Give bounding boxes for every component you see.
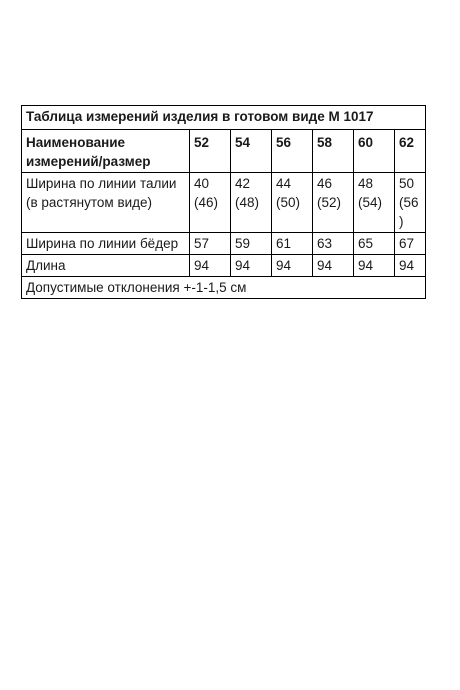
cell-value: 50 (56) [395, 173, 426, 233]
header-size-58: 58 [313, 130, 354, 173]
cell-value: 46 (52) [313, 173, 354, 233]
cell-value: 67 [395, 233, 426, 255]
table-row [22, 173, 426, 233]
header-size-62: 62 [395, 130, 426, 173]
cell-value: 59 [231, 233, 272, 255]
cell-value: 94 [395, 255, 426, 277]
header-size-52: 52 [190, 130, 231, 173]
table-title: Таблица измерений изделия в готовом виде М 1017 [22, 106, 426, 130]
header-size-54: 54 [231, 130, 272, 173]
cell-value: 94 [231, 255, 272, 277]
cell-value: 44 (50) [272, 173, 313, 233]
cell-value: 40 (46) [190, 173, 231, 233]
header-size-56: 56 [272, 130, 313, 173]
table-header-row [22, 130, 426, 173]
table-row [22, 255, 426, 277]
table-row [22, 233, 426, 255]
table-footer-row [22, 277, 426, 299]
tolerance-note: Допустимые отклонения +-1-1,5 см [22, 277, 426, 299]
row-name-length: Длина [22, 255, 190, 277]
header-size-60: 60 [354, 130, 395, 173]
header-label: Наименование измерений/размер [22, 130, 190, 173]
cell-value: 57 [190, 233, 231, 255]
cell-value: 61 [272, 233, 313, 255]
table-title-row [22, 106, 426, 130]
row-name-waist: Ширина по линии талии (в растянутом виде) [22, 173, 190, 233]
cell-value: 65 [354, 233, 395, 255]
cell-value: 94 [190, 255, 231, 277]
cell-value: 94 [313, 255, 354, 277]
cell-value: 94 [272, 255, 313, 277]
cell-value: 48 (54) [354, 173, 395, 233]
cell-value: 63 [313, 233, 354, 255]
row-name-hips: Ширина по линии бёдер [22, 233, 190, 255]
cell-value: 42 (48) [231, 173, 272, 233]
measurements-table [21, 105, 426, 299]
cell-value: 94 [354, 255, 395, 277]
